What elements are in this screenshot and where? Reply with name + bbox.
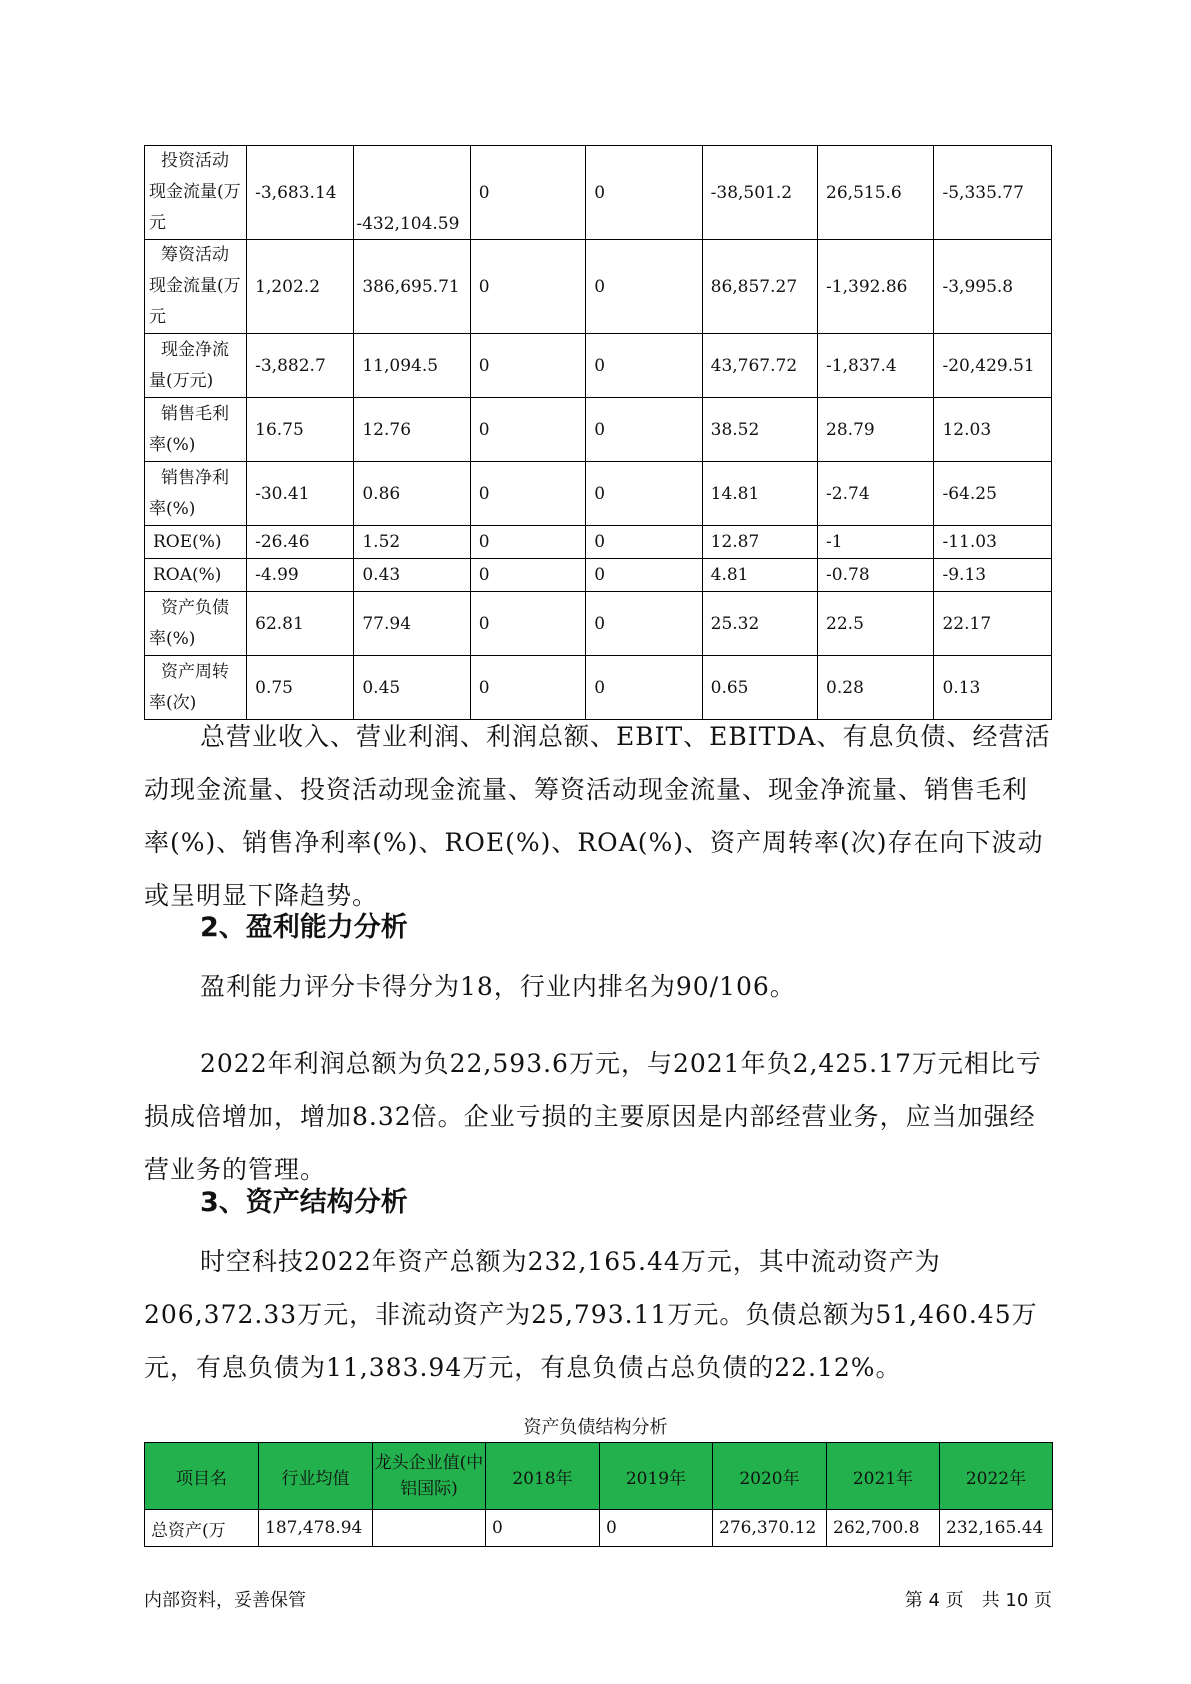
table-cell: 0 [470,656,585,720]
table-cell: 38.52 [702,398,817,462]
table-cell: 0.45 [354,656,470,720]
table-row [145,1510,1053,1547]
table-cell: 0 [586,526,702,559]
table-cell: -3,995.8 [934,240,1052,334]
table-cell: 232,165.44 [940,1510,1053,1547]
table-cell: 0 [470,398,585,462]
table-cell: -5,335.77 [934,146,1052,240]
table-cell: 0 [470,559,585,592]
table-cell: -64.25 [934,462,1052,526]
table-cell: 43,767.72 [702,334,817,398]
table-cell: 0 [586,398,702,462]
table-cell: 0 [470,146,585,240]
table-cell: 86,857.27 [702,240,817,334]
section-heading-profitability: 2、盈利能力分析 [200,912,408,943]
table-cell [373,1510,486,1547]
table-cell: 0 [486,1510,600,1547]
row-label: 销售毛利率(%) [145,398,247,462]
table-cell: 28.79 [818,398,934,462]
asset-liability-table [144,1442,1053,1547]
table-row [145,398,1052,462]
table-cell: -4.99 [247,559,354,592]
table-cell: 22.17 [934,592,1052,656]
section-heading-asset-structure: 3、资产结构分析 [200,1187,408,1218]
table-cell: 11,094.5 [354,334,470,398]
table-cell: 1.52 [354,526,470,559]
table-row [145,592,1052,656]
footer-page-number: 第 4 页 共 10 页 [904,1590,1052,1611]
column-header: 项目名 [145,1443,259,1510]
column-header: 2018年 [486,1443,600,1510]
table-cell: -2.74 [818,462,934,526]
table-cell: 12.87 [702,526,817,559]
table-cell: 0 [586,592,702,656]
table-cell: 1,202.2 [247,240,354,334]
column-header: 2022年 [940,1443,1053,1510]
asset-structure-paragraph: 时空科技2022年资产总额为232,165.44万元，其中流动资产为206,372.33万元，非流动资产为25,793.11万元。负债总额为51,460.45万元，有息负债为11,383.94万元，有息负债占总负债的22.12%。 [144,1247,1038,1382]
table-cell: 0.43 [354,559,470,592]
column-header: 行业均值 [259,1443,373,1510]
row-label: 投资活动现金流量(万元 [145,146,247,240]
table-row [145,559,1052,592]
table-cell: 4.81 [702,559,817,592]
row-label: ROA(%) [145,559,247,592]
table-cell: 0 [600,1510,713,1547]
table-cell: 0.65 [702,656,817,720]
row-label: 资产负债率(%) [145,592,247,656]
row-label: 销售净利率(%) [145,462,247,526]
table-cell: -20,429.51 [934,334,1052,398]
table-cell: 0 [586,240,702,334]
table-cell: 62.81 [247,592,354,656]
table-cell: 12.76 [354,398,470,462]
table-header-row [145,1443,1053,1510]
table-cell: 0.28 [818,656,934,720]
table-cell: 22.5 [818,592,934,656]
table-row [145,240,1052,334]
table-cell: 0 [470,526,585,559]
table-cell: 0 [586,656,702,720]
row-label: 总资产(万 [145,1510,259,1547]
table-cell: 77.94 [354,592,470,656]
table-cell: 14.81 [702,462,817,526]
table-cell: -11.03 [934,526,1052,559]
row-label: 资产周转率(次) [145,656,247,720]
table-cell: 187,478.94 [259,1510,373,1547]
table-cell: 0 [586,462,702,526]
table-cell: 262,700.8 [827,1510,940,1547]
table-cell: 25.32 [702,592,817,656]
table-cell: 0 [586,334,702,398]
table-cell: -1 [818,526,934,559]
table-cell: 0 [586,146,702,240]
table-cell: -3,683.14 [247,146,354,240]
table-row [145,462,1052,526]
table-cell: -3,882.7 [247,334,354,398]
column-header: 龙头企业值(中铝国际) [373,1443,486,1510]
table-cell: 276,370.12 [713,1510,827,1547]
profit-analysis-paragraph: 2022年利润总额为负22,593.6万元，与2021年负2,425.17万元相比亏损成倍增加，增加8.32倍。企业亏损的主要原因是内部经营业务，应当加强经营业务的管理。 [144,1049,1042,1184]
table-cell: 0.86 [354,462,470,526]
row-label: ROE(%) [145,526,247,559]
financial-indicators-table [144,145,1052,720]
table-cell: 386,695.71 [354,240,470,334]
table-cell: -432,104.59 [354,146,470,240]
table-cell: 0.13 [934,656,1052,720]
column-header: 2021年 [827,1443,940,1510]
table-cell: -1,392.86 [818,240,934,334]
table-cell: 12.03 [934,398,1052,462]
table-cell: -0.78 [818,559,934,592]
table-cell: 26,515.6 [818,146,934,240]
table-cell: 0 [470,240,585,334]
row-label: 筹资活动现金流量(万元 [145,240,247,334]
profitability-score-paragraph: 盈利能力评分卡得分为18，行业内排名为90/106。 [200,972,796,1001]
row-label: 现金净流量(万元) [145,334,247,398]
table-cell: 0 [470,334,585,398]
table-cell: -1,837.4 [818,334,934,398]
table-cell: 0 [470,592,585,656]
table-cell: 0 [586,559,702,592]
trend-summary-paragraph: 总营业收入、营业利润、利润总额、EBIT、EBITDA、有息负债、经营活动现金流量、投资活动现金流量、筹资活动现金流量、现金净流量、销售毛利率(%)、销售净利率(%)、ROE(%)、ROA(%)、资产周转率(次)存在向下波动或呈明显下降趋势。 [144,722,1051,910]
footer-confidential-note: 内部资料，妥善保管 [144,1590,306,1611]
table-row [145,526,1052,559]
table-cell: -38,501.2 [702,146,817,240]
table-row [145,146,1052,240]
column-header: 2019年 [600,1443,713,1510]
column-header: 2020年 [713,1443,827,1510]
table-cell: -26.46 [247,526,354,559]
table-cell: 0 [470,462,585,526]
table-cell: -9.13 [934,559,1052,592]
table-row [145,334,1052,398]
table-cell: 16.75 [247,398,354,462]
table-cell: -30.41 [247,462,354,526]
table-caption: 资产负债结构分析 [523,1417,668,1438]
table-cell: 0.75 [247,656,354,720]
